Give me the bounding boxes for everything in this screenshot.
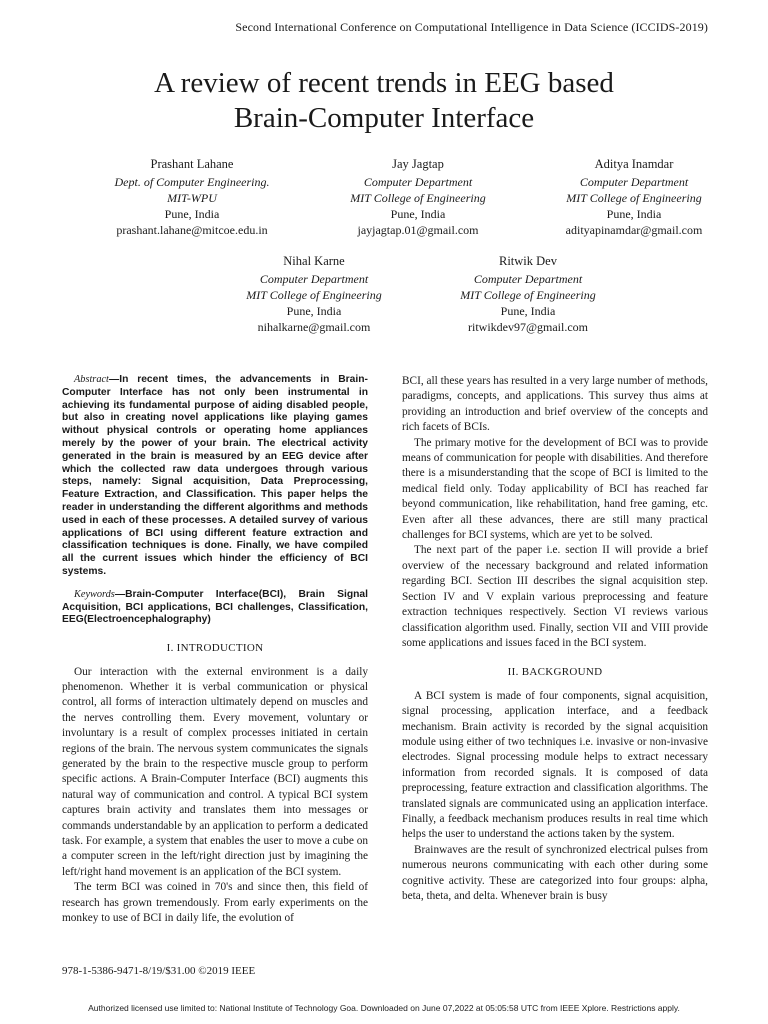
left-column — [62, 374, 368, 926]
author-location: Pune, India — [606, 207, 662, 221]
paper-title — [0, 66, 768, 136]
section-heading: II. BACKGROUND — [507, 666, 603, 679]
author-location: Pune, India — [500, 304, 556, 318]
author-dept: Dept. of Computer Engineering. — [114, 175, 270, 189]
right-column — [402, 374, 708, 904]
paragraph: The primary motive for the development of BCI was to provide means of communication for people with disabilities. And therefore there is a misunderstanding that the scope of BCI is limited to the medical field only. Today applicability of BCI has reached far beyond communication, like rehabilitation, hand free gaming, etc. Even after all these advances, there are still many practical challenges for BCI systems, which are yet to be solved. — [402, 436, 708, 542]
author-email: adityapinamdar@gmail.com — [565, 223, 703, 237]
author-name: Aditya Inamdar — [594, 157, 674, 171]
author-email: jayjagtap.01@gmail.com — [357, 223, 479, 237]
author-org: MIT-WPU — [167, 191, 217, 205]
author-org: MIT College of Engineering — [460, 288, 596, 302]
author-location: Pune, India — [286, 304, 342, 318]
author-dept: Computer Department — [259, 272, 369, 286]
author-name: Prashant Lahane — [150, 157, 234, 171]
keywords-label: Keywords — [74, 588, 115, 600]
author-email: prashant.lahane@mitcoe.edu.in — [116, 223, 268, 237]
author-org: MIT College of Engineering — [246, 288, 382, 302]
author-block — [514, 156, 754, 238]
paragraph: The term BCI was coined in 70's and since then, this field of research has grown tremendously. From early experiments on the monkey to use of BCI in daily life, the evolution of — [62, 881, 368, 925]
author-org: MIT College of Engineering — [350, 191, 486, 205]
author-org: MIT College of Engineering — [566, 191, 702, 205]
paragraph: Our interaction with the external environment is a daily phenomenon. Whether it is verbal communication or physical control, all forms of interaction ultimately depend on muscles and the nerves controlling them. Every movement, voluntary or involuntary is a result of complex processes initiated in certain regions of the brain. The nervous system communicates the signals generated by the brain to the respective muscle group to perform specific actions. A Brain-Computer Interface (BCI) augments this natural way of communication and control. A typical BCI system captures brain activity and translates them into messages or commands understandable by an application to perform a dedicated task. For example, a system that enables the user to move a cube on a computer screen in the left/right direction just by imagining the left/right hand movement is an application of the BCI system. — [62, 665, 368, 878]
title-line-2: Brain-Computer Interface — [233, 102, 535, 134]
abstract-label: Abstract — [74, 374, 109, 385]
author-location: Pune, India — [390, 207, 446, 221]
paragraph: The next part of the paper i.e. section II will provide a brief overview of the necessary background and related information regarding BCI. Section III describes the signal acquisition step. Section IV and V explain various preprocessing and feature extraction techniques respectively. Section VI reviews various classification algorithm used. Finally, section VII and VIII provide some applications and issues faced in the BCI system. — [402, 544, 708, 649]
author-name: Jay Jagtap — [392, 157, 444, 171]
paragraph: Brainwaves are the result of synchronized electrical pulses from numerous neurons communicating with each other during some cognitive activity. These are categorized into four groups: alpha, beta, theta, and delta. Whenever brain is busy — [402, 843, 708, 902]
author-email: nihalkarne@gmail.com — [257, 320, 371, 334]
author-name: Ritwik Dev — [499, 254, 557, 268]
title-line-1: A review of recent trends in EEG based — [154, 67, 614, 99]
author-block — [408, 253, 648, 335]
author-dept: Computer Department — [579, 175, 689, 189]
author-name: Nihal Karne — [283, 254, 345, 268]
license-footer: Authorized licensed use limited to: National Institute of Technology Goa. Downloaded on June 07,2022 at 05:05:58 UTC from IEEE Xplore. Restrictions apply. — [88, 1003, 680, 1013]
conference-header: Second International Conference on Computational Intelligence in Data Science (ICCIDS-2019) — [235, 20, 708, 34]
section-heading: I. INTRODUCTION — [166, 642, 264, 655]
keywords-text: —Brain-Computer Interface(BCI), Brain Signal Acquisition, BCI applications, BCI challenges, Classification, EEG(Electroencephalography) — [62, 588, 368, 626]
author-dept: Computer Department — [473, 272, 583, 286]
keywords — [62, 589, 368, 627]
author-block — [194, 253, 434, 335]
author-block — [298, 156, 538, 238]
author-email: ritwikdev97@gmail.com — [467, 320, 589, 334]
paragraph: BCI, all these years has resulted in a very large number of methods, paradigms, concepts, and applications. This survey thus aims at providing an introduction and brief overview of the concepts and rich facets of BCIs. — [402, 375, 708, 434]
author-location: Pune, India — [164, 207, 220, 221]
abstract-text: —In recent times, the advancements in Brain-Computer Interface has not only been instrumental in achieving its fundamental purpose of aiding disabled people, but also in creating novel applications like playing games without physical controls or operating home appliances merely by the power of your brain. The electrical activity generated in the brain is measured by an EEG device after which the collected raw data undergoes through various steps, namely: Signal acquisition, Data Preprocessing, Feature Extraction, and Classification. This paper helps the reader in understanding the different algorithms and methods used in each of these processes. A detailed survey of various applications of BCI using different feature extraction and classification techniques is done. Finally, we have compiled all the current issues which hinder the efficiency of BCI systems. — [62, 374, 368, 577]
abstract — [62, 374, 368, 579]
author-dept: Computer Department — [363, 175, 473, 189]
paragraph: A BCI system is made of four components, signal acquisition, signal processing, application interface, and a feedback mechanism. Brain activity is recorded by the signal acquisition module using either of two techniques i.e. invasive or non-invasive electrodes. Signal processing module helps to extract necessary information from recorded signals. It is composed of data preprocessing, feature extraction and classification algorithms. The translated signals are communicated using an application interface. Finally, a feedback mechanism produces results in real time which helps the user to understand the actions taken by the system. — [402, 689, 708, 841]
isbn-copyright: 978-1-5386-9471-8/19/$31.00 ©2019 IEEE — [62, 965, 256, 977]
author-block — [72, 156, 312, 238]
